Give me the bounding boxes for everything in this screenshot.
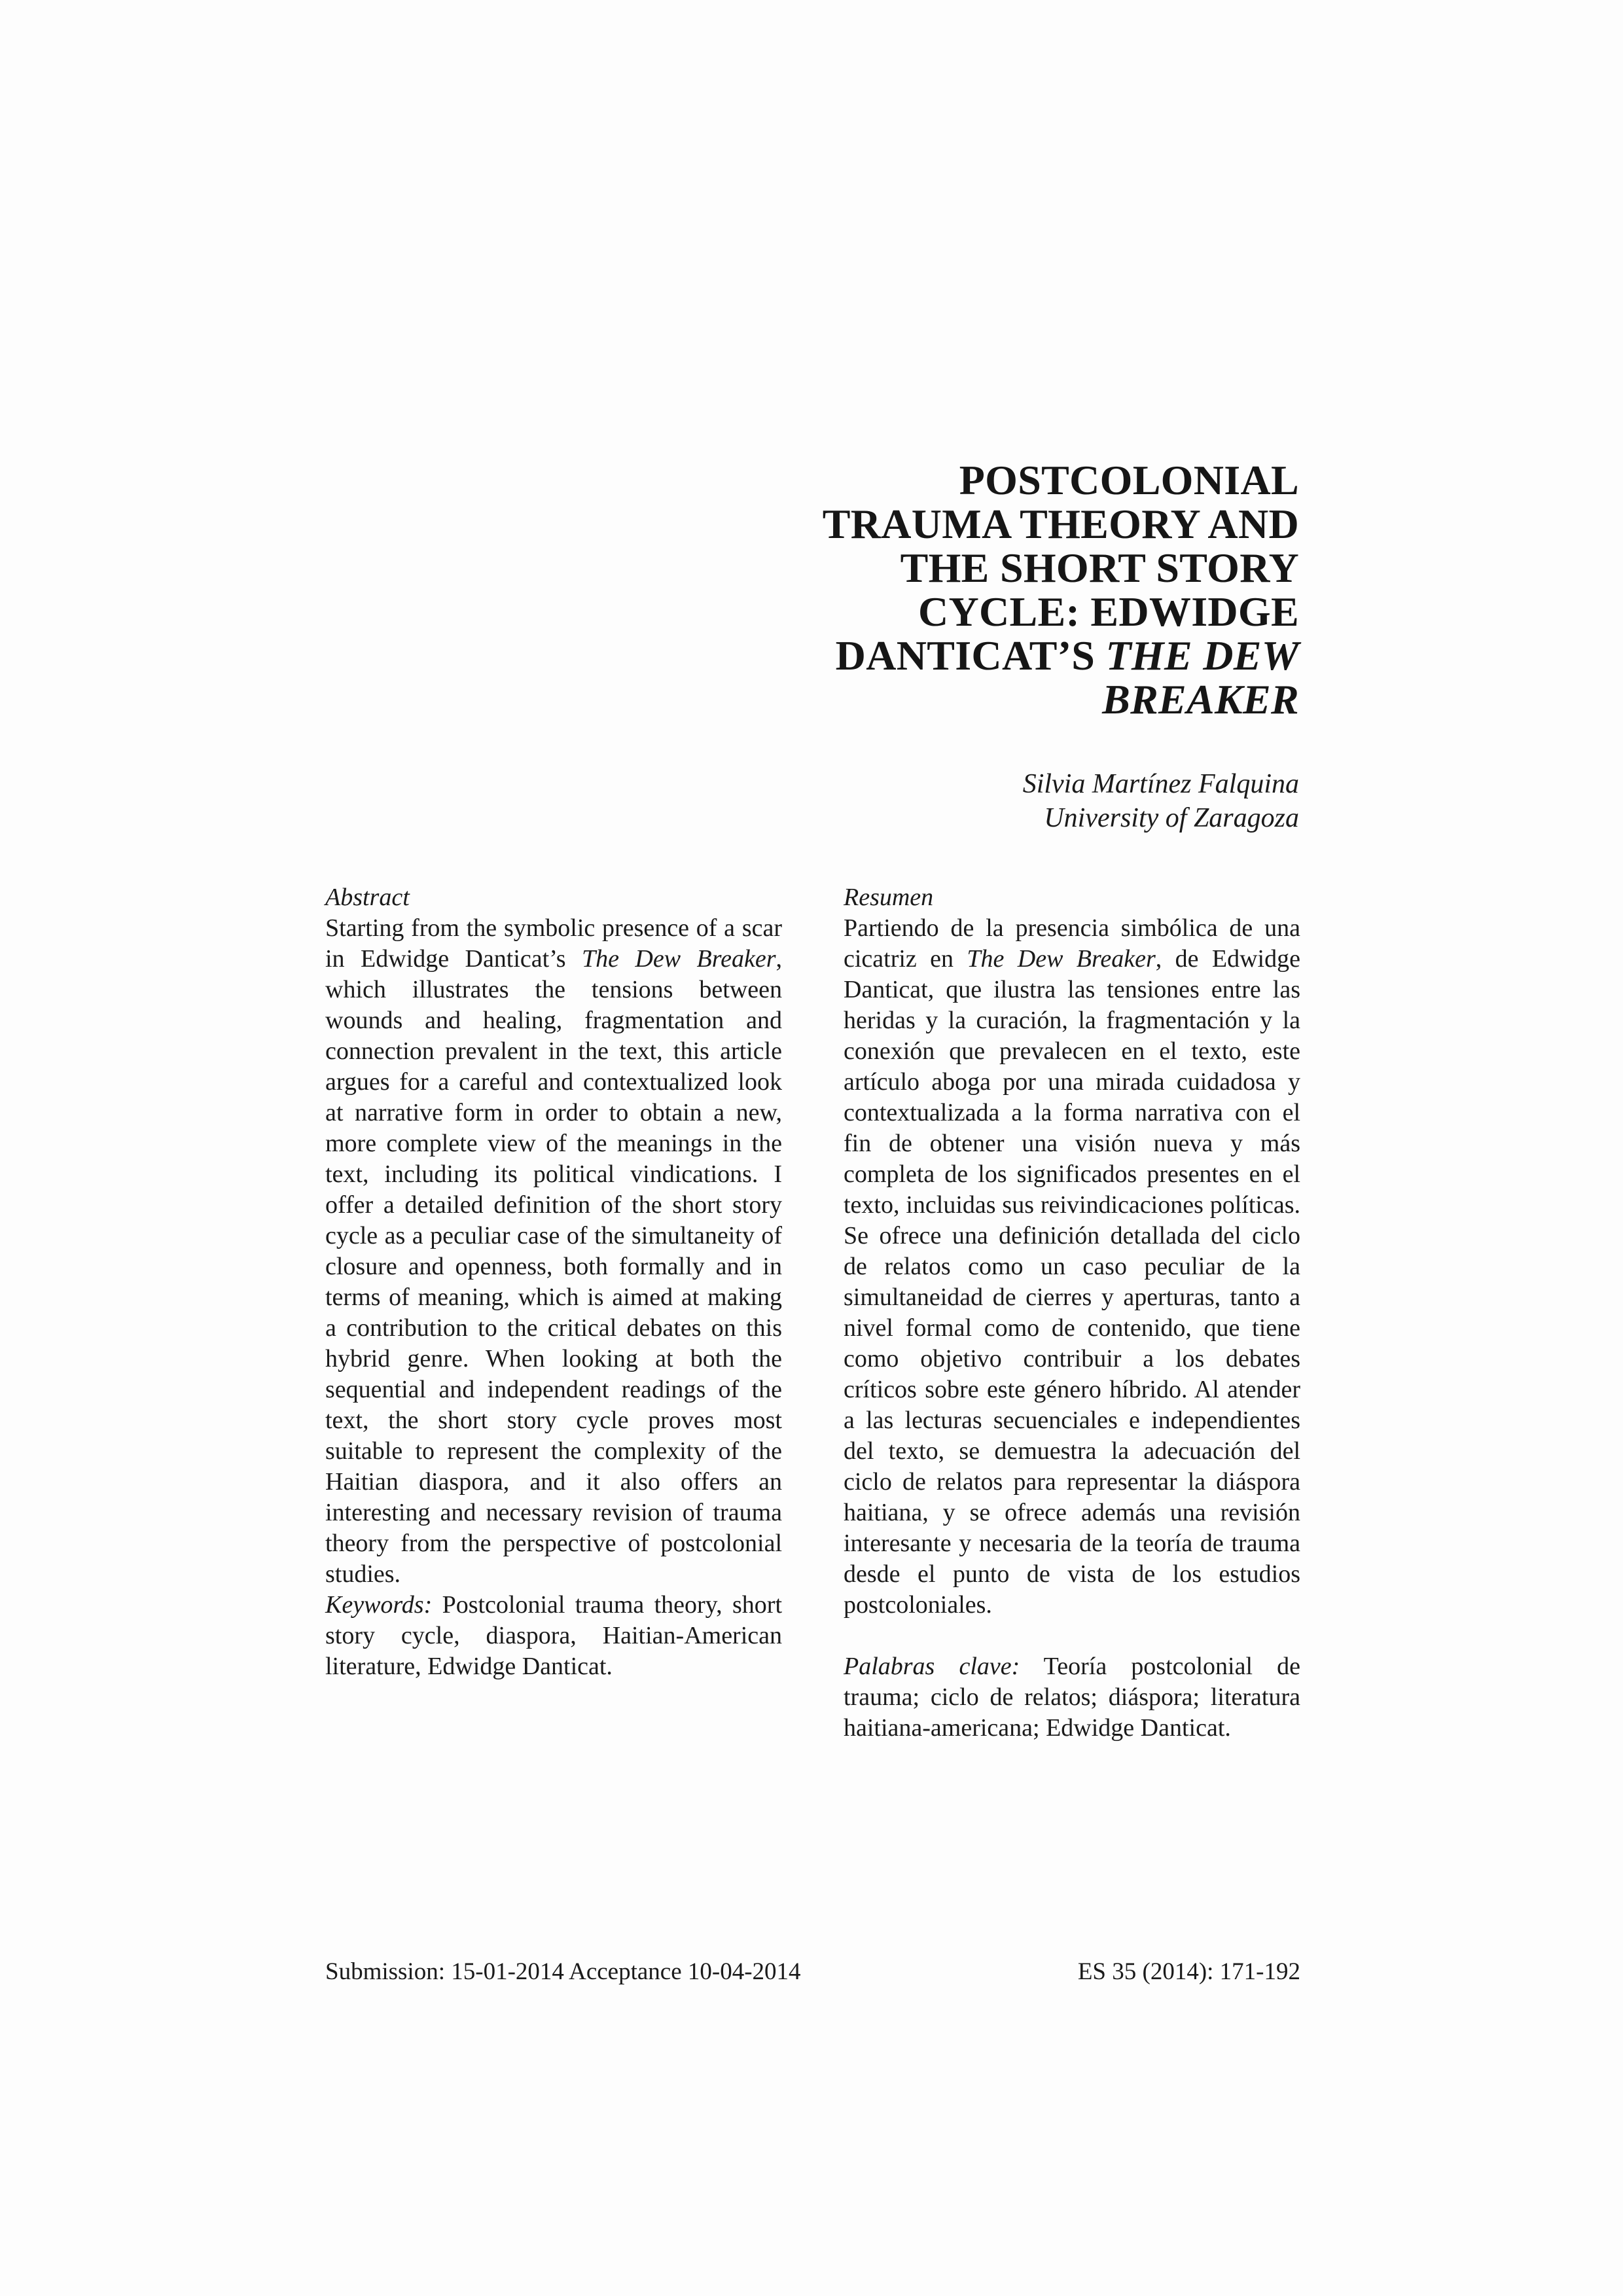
resumen-keywords-label: Palabras clave: [844,1653,1020,1680]
title-line-3: THE SHORT STORY [900,545,1299,591]
abstract-column-spanish [844,882,1300,1744]
abstract-book-title: The Dew Breaker [582,945,776,973]
abstract-body-part2: , which illustrates the tensions between wounds and healing, fragmentation and connection prevalent in the text, this article argues for a careful and contextualized look at narrative form in order to obtain a new, more complete view of the meanings in the text, including its political vindications. I offer a detailed definition of the short story cycle as a peculiar case of the simultaneity of closure and openness, both formally and in terms of meaning, which is aimed at making a contribution to the critical debates on this hybrid genre. When looking at both the sequential and independent readings of the text, the short story cycle proves most suitable to represent the complexity of the Haitian diaspora, and it also offers an interesting and necessary revision of trauma theory from the perspective of postcolonial studies. [325,945,782,1588]
abstract-keywords [325,1590,782,1682]
title-line-4: CYCLE: EDWIDGE [918,588,1299,635]
title-line-5-italic: THE DEW [1105,632,1299,679]
title-block [325,458,1299,721]
abstract-body-part1: Starting from the symbolic presence of a scar in Edwidge Danticat’s [325,914,782,973]
footer-journal-citation: ES 35 (2014): 171-192 [1077,1958,1300,1985]
abstract-keywords-text: Postcolonial trauma theory, short story cycle, diaspora, Haitian-American literature, Edwidge Danticat. [325,1591,782,1680]
footer-submission-dates: Submission: 15-01-2014 Acceptance 10-04-2014 [325,1958,801,1985]
resumen-heading: Resumen [844,884,934,911]
abstract-keywords-label: Keywords: [325,1591,433,1619]
resumen-body-part2: , de Edwidge Danticat, que ilustra las tensiones entre las heridas y la curación, la fragmentación y la conexión que prevalecen en el texto, este artículo aboga por una mirada cuidadosa y contextualizada a la forma narrativa con el fin de obtener una visión nueva y más completa de los significados presentes en el texto, incluidas sus reivindicaciones políticas. Se ofrece una definición detallada del ciclo de relatos como un caso peculiar de la simultaneidad de cierres y aperturas, tanto a nivel formal como de contenido, que tiene como objetivo contribuir a los debates críticos sobre este género híbrido. Al atender a las lecturas secuenciales e independientes del texto, se demuestra la adecuación del ciclo de relatos para representar la diáspora haitiana, y se ofrece además una revisión interesante y necesaria de la teoría de trauma desde el punto de vista de los estudios postcoloniales. [844,945,1300,1619]
title-line-6-italic: BREAKER [1102,676,1299,723]
author-block [325,767,1299,835]
page-footer [325,1957,1300,1986]
resumen-body [844,913,1300,1621]
resumen-body-part1: Partiendo de la presencia simbólica de una cicatriz en [844,914,1300,973]
resumen-keywords-text: Teoría postcolonial de trauma; ciclo de relatos; diáspora; literatura haitiana-americana; Edwidge Danticat. [844,1653,1301,1742]
abstract-heading: Abstract [325,884,410,911]
abstract-columns [325,882,1300,1744]
abstract-body [325,913,782,1590]
page-title [325,458,1299,721]
author-name: Silvia Martínez Falquina [1022,769,1299,799]
resumen-keywords [844,1651,1300,1744]
resumen-book-title: The Dew Breaker [967,945,1156,973]
title-line-2: TRAUMA THEORY AND [822,501,1299,547]
title-line-1: POSTCOLONIAL [959,457,1299,503]
author-affiliation: University of Zaragoza [1044,803,1299,833]
abstract-column-english [325,882,782,1744]
title-line-5-roman: DANTICAT’S [835,632,1106,679]
